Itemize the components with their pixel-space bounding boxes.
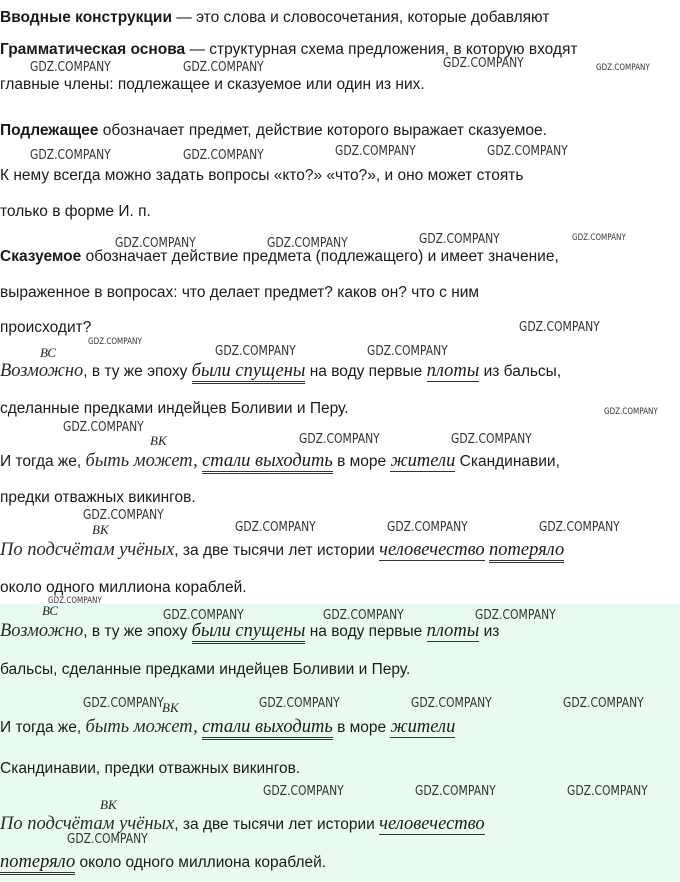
example-bottom-1: Возможно, в ту же эпоху были спущены на воду первые плоты из	[0, 620, 499, 643]
watermark: GDZ.COMPANY	[419, 231, 500, 247]
marker-vk: ВК	[92, 522, 109, 537]
watermark: GDZ.COMPANY	[30, 147, 111, 163]
watermark: GDZ.COMPANY	[572, 233, 626, 243]
watermark: GDZ.COMPANY	[443, 55, 524, 71]
example-bottom-2: И тогда же, быть может, стали выходить в море жители	[0, 716, 455, 739]
watermark: GDZ.COMPANY	[183, 59, 264, 75]
watermark: GDZ.COMPANY	[215, 343, 296, 359]
watermark: GDZ.COMPANY	[604, 407, 658, 417]
watermark: GDZ.COMPANY	[83, 695, 164, 711]
marker-vs: ВС	[42, 603, 59, 618]
watermark: GDZ.COMPANY	[67, 831, 148, 847]
watermark: GDZ.COMPANY	[563, 695, 644, 711]
definition-subject-line3: только в форме И. п.	[0, 203, 151, 220]
marker-vk: ВК	[162, 700, 179, 715]
example-top-2: И тогда же, быть может, стали выходить в море жители Скандинавии,	[0, 450, 560, 473]
watermark: GDZ.COMPANY	[163, 607, 244, 623]
watermark: GDZ.COMPANY	[367, 343, 448, 359]
marker-vs: ВС	[40, 345, 57, 360]
watermark: GDZ.COMPANY	[299, 431, 380, 447]
example-bottom-2-line2: Скандинавии, предки отважных викингов.	[0, 760, 301, 777]
example-top-3: По подсчётам учёных, за две тысячи лет истории человечество потеряло	[0, 539, 564, 562]
definition-basis-line2: главные члены: подлежащее и сказуемое или один из них.	[0, 76, 425, 93]
watermark: GDZ.COMPANY	[519, 319, 600, 335]
example-top-1: Возможно, в ту же эпоху были спущены на воду первые плоты из бальсы,	[0, 360, 561, 383]
watermark: GDZ.COMPANY	[235, 519, 316, 535]
watermark: GDZ.COMPANY	[335, 143, 416, 159]
example-top-2-line2: предки отважных викингов.	[0, 489, 196, 506]
marker-vk: ВК	[100, 797, 117, 812]
example-top-1-line2: сделанные предками индейцев Боливии и Перу.	[0, 400, 349, 417]
watermark: GDZ.COMPANY	[63, 419, 144, 435]
example-bottom-3-line2: потеряло около одного миллиона кораблей.	[0, 851, 326, 874]
example-bottom-1-line2: бальсы, сделанные предками индейцев Боливии и Перу.	[0, 661, 411, 678]
watermark: GDZ.COMPANY	[451, 431, 532, 447]
watermark: GDZ.COMPANY	[567, 783, 648, 799]
watermark: GDZ.COMPANY	[267, 235, 348, 251]
watermark: GDZ.COMPANY	[48, 596, 102, 606]
example-bottom-3: По подсчётам учёных, за две тысячи лет истории человечество	[0, 814, 485, 834]
watermark: GDZ.COMPANY	[475, 607, 556, 623]
definition-basis: Грамматическая основа — структурная схема предложения, в которую входят	[0, 41, 578, 58]
definition-predicate: Сказуемое обозначает действие предмета (подлежащего) и имеет значение,	[0, 248, 559, 265]
example-top-3-line2: около одного миллиона кораблей.	[0, 579, 247, 596]
watermark: GDZ.COMPANY	[88, 337, 142, 347]
watermark: GDZ.COMPANY	[539, 519, 620, 535]
definition-subject-line2: К нему всегда можно задать вопросы «кто?» «что?», и оно может стоять	[0, 167, 524, 184]
watermark: GDZ.COMPANY	[115, 235, 196, 251]
watermark: GDZ.COMPANY	[259, 695, 340, 711]
watermark: GDZ.COMPANY	[323, 607, 404, 623]
definition-subject: Подлежащее обозначает предмет, действие которого выражает сказуемое.	[0, 122, 547, 139]
watermark: GDZ.COMPANY	[83, 507, 164, 523]
definition-predicate-line2: выраженное в вопросах: что делает предмет? каков он? что с ним	[0, 284, 480, 301]
watermark: GDZ.COMPANY	[30, 59, 111, 75]
marker-vk: ВК	[150, 433, 167, 448]
watermark: GDZ.COMPANY	[263, 783, 344, 799]
watermark: GDZ.COMPANY	[596, 63, 650, 73]
definition-predicate-line3: происходит?	[0, 319, 92, 336]
watermark: GDZ.COMPANY	[415, 783, 496, 799]
watermark: GDZ.COMPANY	[487, 143, 568, 159]
watermark: GDZ.COMPANY	[411, 695, 492, 711]
watermark: GDZ.COMPANY	[183, 147, 264, 163]
watermark: GDZ.COMPANY	[387, 519, 468, 535]
definition-intro: Вводные конструкции — это слова и словосочетания, которые добавляют	[0, 9, 550, 26]
